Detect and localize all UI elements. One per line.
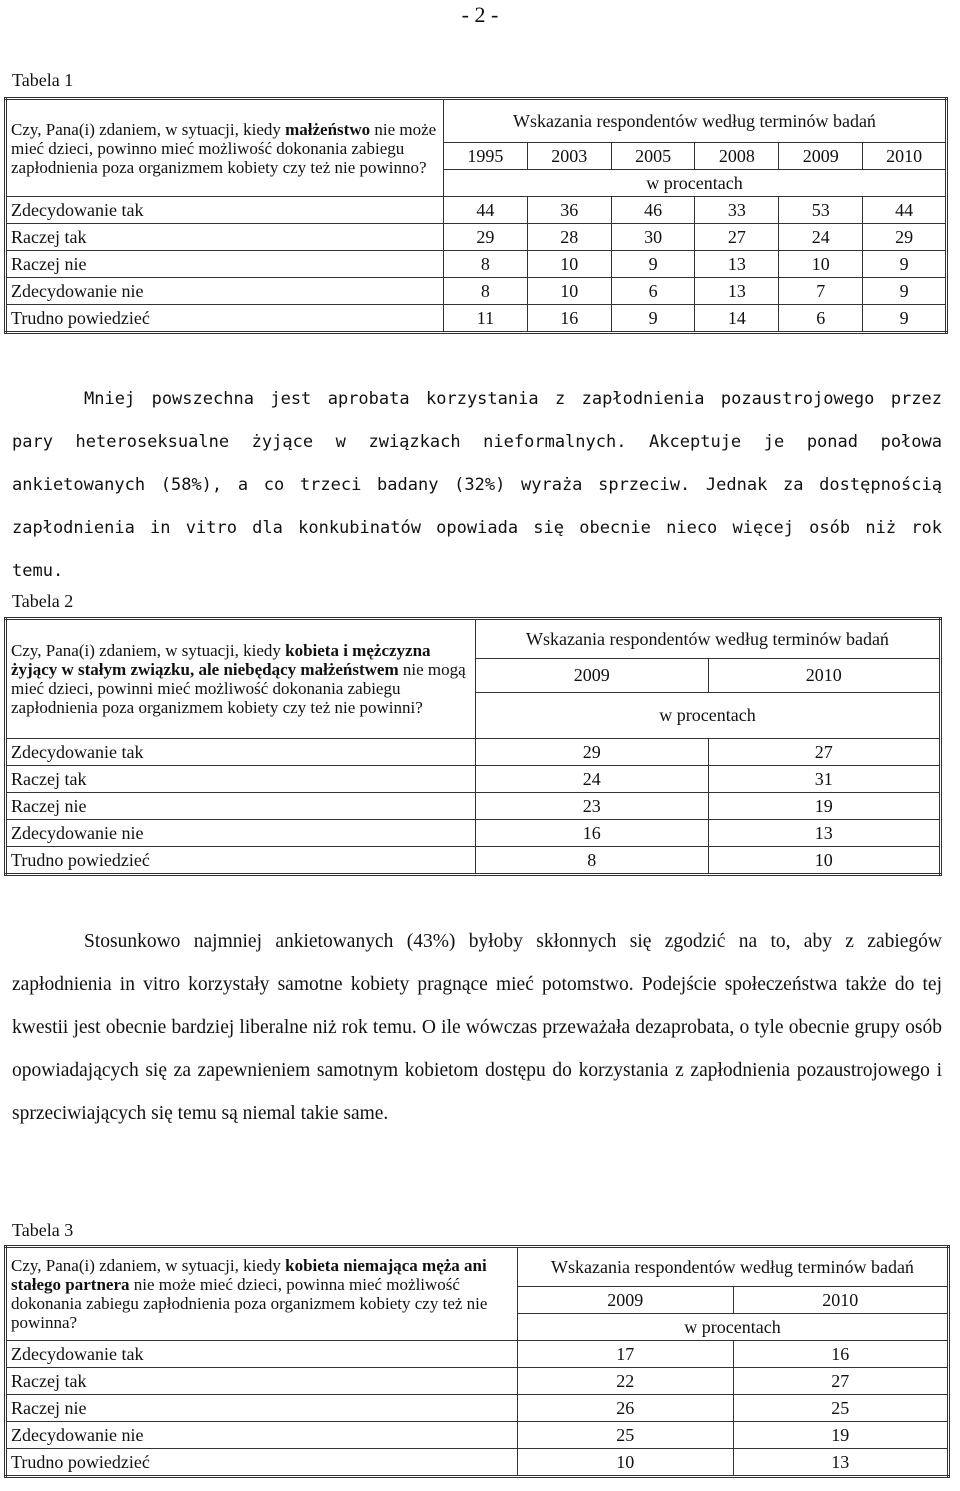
cell-value: 9	[863, 251, 947, 278]
cell-value: 7	[779, 278, 863, 305]
table3-header: Wskazania respondentów według terminów badań	[518, 1247, 949, 1287]
table-row	[6, 766, 941, 793]
row-label: Raczej tak	[6, 224, 444, 251]
cell-value: 36	[527, 197, 611, 224]
row-label: Trudno powiedzieć	[6, 305, 444, 333]
table-row	[6, 305, 947, 333]
cell-value: 8	[444, 278, 528, 305]
cell-value: 27	[695, 224, 779, 251]
table2-year: 2010	[708, 659, 941, 693]
cell-value: 17	[518, 1341, 734, 1368]
cell-value: 31	[708, 766, 941, 793]
cell-value: 13	[708, 820, 941, 847]
page-number: - 2 -	[461, 2, 499, 27]
cell-value: 27	[733, 1368, 949, 1395]
cell-value: 44	[444, 197, 528, 224]
cell-value: 22	[518, 1368, 734, 1395]
cell-value: 10	[527, 278, 611, 305]
cell-value: 11	[444, 305, 528, 333]
table-row	[6, 224, 947, 251]
cell-value: 9	[863, 278, 947, 305]
cell-value: 30	[611, 224, 695, 251]
row-label: Zdecydowanie tak	[6, 739, 476, 766]
cell-value: 10	[779, 251, 863, 278]
cell-value: 10	[527, 251, 611, 278]
cell-value: 16	[476, 820, 709, 847]
cell-value: 14	[695, 305, 779, 333]
table2-unit: w procentach	[476, 693, 941, 739]
cell-value: 13	[733, 1449, 949, 1477]
table-row	[6, 1368, 949, 1395]
row-label: Zdecydowanie nie	[6, 820, 476, 847]
table1	[4, 97, 948, 334]
table2-year: 2009	[476, 659, 709, 693]
table1-year: 2009	[779, 143, 863, 170]
table-row	[6, 793, 941, 820]
table2-header: Wskazania respondentów według terminów badań	[476, 619, 941, 659]
cell-value: 8	[476, 847, 709, 875]
cell-value: 10	[708, 847, 941, 875]
cell-value: 29	[476, 739, 709, 766]
table1-year: 2010	[863, 143, 947, 170]
table1-year: 1995	[444, 143, 528, 170]
cell-value: 6	[611, 278, 695, 305]
table-row	[6, 820, 941, 847]
row-label: Raczej tak	[6, 766, 476, 793]
cell-value: 16	[527, 305, 611, 333]
row-label: Raczej nie	[6, 251, 444, 278]
cell-value: 53	[779, 197, 863, 224]
table3-unit: w procentach	[518, 1314, 949, 1341]
cell-value: 10	[518, 1449, 734, 1477]
table1-year: 2005	[611, 143, 695, 170]
cell-value: 23	[476, 793, 709, 820]
table-row	[6, 1341, 949, 1368]
table1-header: Wskazania respondentów według terminów badań	[444, 99, 947, 143]
cell-value: 25	[518, 1422, 734, 1449]
table2	[4, 617, 942, 876]
cell-value: 46	[611, 197, 695, 224]
cell-value: 16	[733, 1341, 949, 1368]
row-label: Zdecydowanie tak	[6, 197, 444, 224]
table-row	[6, 739, 941, 766]
table-row	[6, 197, 947, 224]
cell-value: 44	[863, 197, 947, 224]
row-label: Zdecydowanie nie	[6, 1422, 518, 1449]
cell-value: 25	[733, 1395, 949, 1422]
table-row	[6, 1395, 949, 1422]
table3-label: Tabela 3	[12, 1220, 74, 1240]
row-label: Raczej tak	[6, 1368, 518, 1395]
cell-value: 13	[695, 278, 779, 305]
cell-value: 27	[708, 739, 941, 766]
table-row	[6, 1449, 949, 1477]
row-label: Trudno powiedzieć	[6, 1449, 518, 1477]
cell-value: 33	[695, 197, 779, 224]
table3-year: 2009	[518, 1287, 734, 1314]
paragraph-2: Stosunkowo najmniej ankietowanych (43%) byłoby skłonnych się zgodzić na to, aby z zabiegów zapłodnienia in vitro korzystały samotne kobiety pragnące mieć potomstwo. Podejście społeczeństwa także do tej kwestii jest obecnie bardziej liberalne niż rok temu. O ile wówczas przeważała dezaprobata, o tyle obecnie grupy osób opowiadających się za zapewnieniem samotnym kobietom dostępu do korzystania z zapłodnienia pozaustrojowego i sprzeciwiających się temu są niemal takie same.	[12, 931, 942, 1124]
cell-value: 26	[518, 1395, 734, 1422]
cell-value: 24	[476, 766, 709, 793]
cell-value: 29	[444, 224, 528, 251]
cell-value: 9	[611, 251, 695, 278]
table-row	[6, 278, 947, 305]
table1-year: 2003	[527, 143, 611, 170]
cell-value: 6	[779, 305, 863, 333]
table1-question: Czy, Pana(i) zdaniem, w sytuacji, kiedy małżeństwo nie może mieć dzieci, powinno mieć możliwość dokonania zabiegu zapłodnienia poza organizmem kobiety czy też nie powinno?	[6, 99, 444, 197]
table3-question: Czy, Pana(i) zdaniem, w sytuacji, kiedy kobieta niemająca męża ani stałego partnera nie może mieć dzieci, powinna mieć możliwość dokonania zabiegu zapłodnienia poza organizmem kobiety czy też nie powinna?	[6, 1247, 518, 1341]
row-label: Zdecydowanie nie	[6, 278, 444, 305]
table-row	[6, 1422, 949, 1449]
table2-question: Czy, Pana(i) zdaniem, w sytuacji, kiedy kobieta i mężczyzna żyjący w stałym związku, ale niebędący małżeństwem nie mogą mieć dzieci, powinni mieć możliwość dokonania zabiegu zapłodnienia poza organizmem kobiety czy też nie powinni?	[6, 619, 476, 739]
table1-year: 2008	[695, 143, 779, 170]
cell-value: 19	[708, 793, 941, 820]
cell-value: 13	[695, 251, 779, 278]
cell-value: 9	[611, 305, 695, 333]
cell-value: 19	[733, 1422, 949, 1449]
table1-unit: w procentach	[444, 170, 947, 197]
table-row	[6, 251, 947, 278]
table1-label: Tabela 1	[12, 70, 74, 90]
cell-value: 28	[527, 224, 611, 251]
table3-year: 2010	[733, 1287, 949, 1314]
cell-value: 8	[444, 251, 528, 278]
cell-value: 24	[779, 224, 863, 251]
table-row	[6, 847, 941, 875]
row-label: Raczej nie	[6, 793, 476, 820]
cell-value: 9	[863, 305, 947, 333]
paragraph-1: Mniej powszechna jest aprobata korzystania z zapłodnienia pozaustrojowego przez pary heteroseksualne żyjące w związkach nieformalnych. Akceptuje je ponad połowa ankietowanych (58%), a co trzeci badany (32%) wyraża sprzeciw. Jednak za dostępnością zapłodnienia in vitro dla konkubinatów opowiada się obecnie nieco więcej osób niż rok temu.	[12, 389, 942, 581]
row-label: Trudno powiedzieć	[6, 847, 476, 875]
row-label: Raczej nie	[6, 1395, 518, 1422]
cell-value: 29	[863, 224, 947, 251]
table3	[4, 1245, 950, 1478]
row-label: Zdecydowanie tak	[6, 1341, 518, 1368]
table2-label: Tabela 2	[12, 591, 74, 611]
